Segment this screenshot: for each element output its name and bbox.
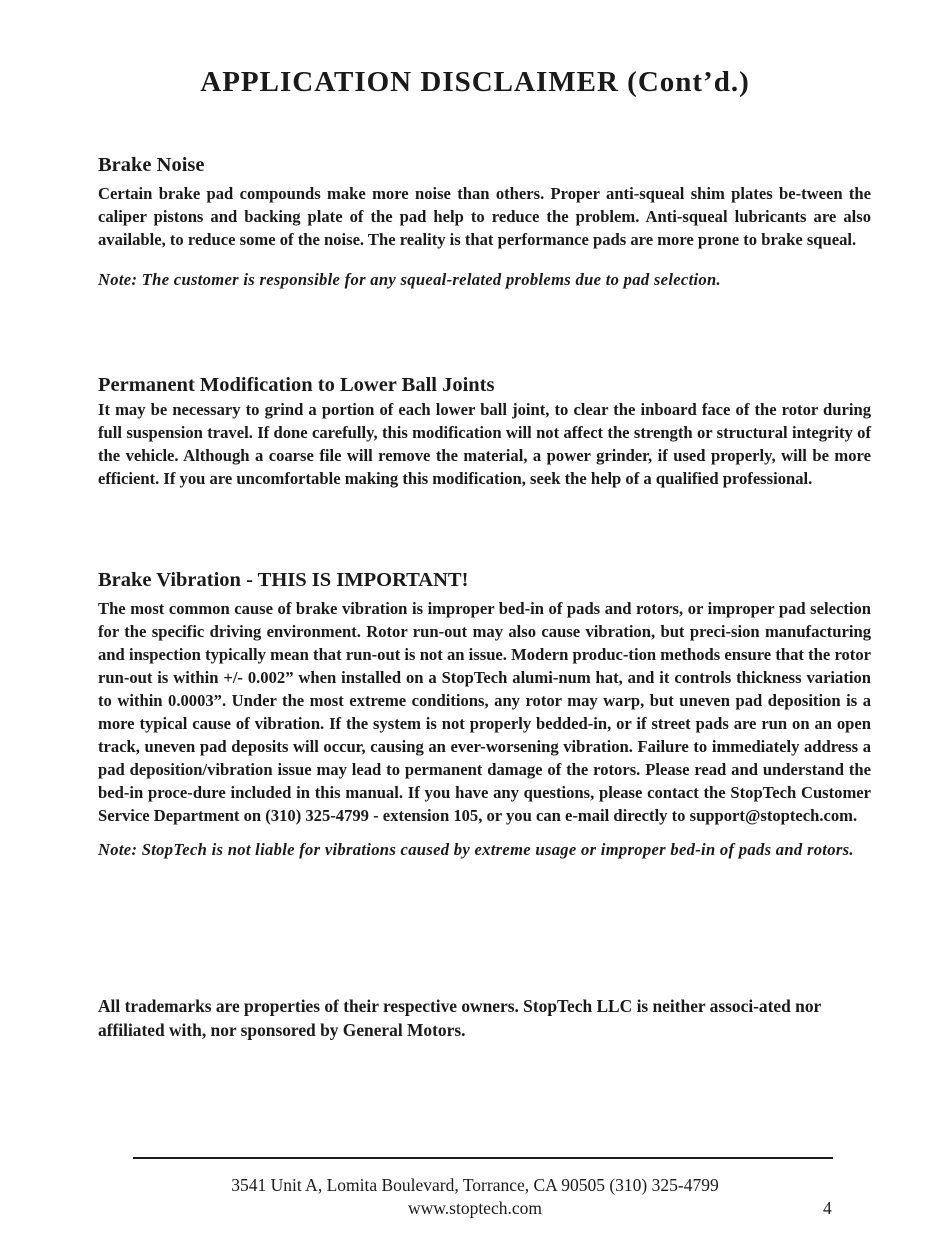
- section-heading: Brake Vibration - THIS IS IMPORTANT!: [98, 569, 469, 591]
- page-title: APPLICATION DISCLAIMER (Cont’d.): [200, 66, 750, 98]
- footer-website[interactable]: www.stoptech.com: [408, 1198, 542, 1218]
- email-suffix: .: [853, 806, 858, 825]
- footer-divider: [133, 1157, 833, 1159]
- support-email-link[interactable]: support@stoptech.com: [689, 806, 854, 825]
- section-body: Certain brake pad compounds make more noise than others. Proper anti-squeal shim plates be-tween the caliper pistons and backing plate of the pad help to reduce the problem. Anti-squeal lubricants are also available, to reduce some of the noise. The reality is that performance pads are more prone to brake squeal.: [98, 184, 871, 249]
- section-body-text: The most common cause of brake vibration is improper bed-in of pads and rotors, or improper pad selection for the specific driving environment. Rotor run-out may also cause vibration, but preci-sion manufacturing and inspection typically mean that run-out is not an issue. Modern produc-tion methods ensure that the rotor run-out is within +/- 0.002” when installed on a StopTech alumi-num hat, and it controls thickness variation to within 0.0003”. Under the most extreme conditions, any rotor may warp, but uneven pad deposition is a more typical cause of vibration. If the system is not properly bedded-in, or if street pads are run on an open track, uneven pad deposits will occur, causing an ever-worsening vibration. Failure to immediately address a pad deposition/vibration issue may lead to permanent damage of the rotors. Please read and understand the bed-in proce-dure included in this manual. If you have any questions, please contact the StopTech Customer Service Department on (310) 325-4799 - extension 105, or you can e-mail directly to: [98, 599, 871, 825]
- section-note: Note: The customer is responsible for any squeal-related problems due to pad selection.: [98, 270, 721, 289]
- section-brake-vibration: [98, 567, 871, 863]
- section-heading: Brake Noise: [98, 154, 205, 176]
- section-note: Note: StopTech is not liable for vibrations caused by extreme usage or improper bed-in of pads and rotors.: [98, 840, 854, 859]
- page-number: 4: [823, 1198, 832, 1218]
- section-brake-noise: [98, 152, 871, 293]
- trademark-notice: All trademarks are properties of their respective owners. StopTech LLC is neither associ-ated nor affiliated with, nor sponsored by General Motors.: [98, 996, 821, 1040]
- section-heading: Permanent Modification to Lower Ball Joints: [98, 374, 495, 396]
- section-body: It may be necessary to grind a portion of each lower ball joint, to clear the inboard face of the rotor during full suspension travel. If done carefully, this modification will not affect the strength or structural integrity of the vehicle. Although a coarse file will remove the material, a power grinder, if used properly, will be more efficient. If you are uncomfortable making this modification, seek the help of a qualified professional.: [98, 400, 871, 488]
- section-ball-joints: [98, 372, 871, 490]
- footer-address: 3541 Unit A, Lomita Boulevard, Torrance, CA 90505 (310) 325-4799: [231, 1175, 719, 1195]
- section-body: [98, 597, 871, 827]
